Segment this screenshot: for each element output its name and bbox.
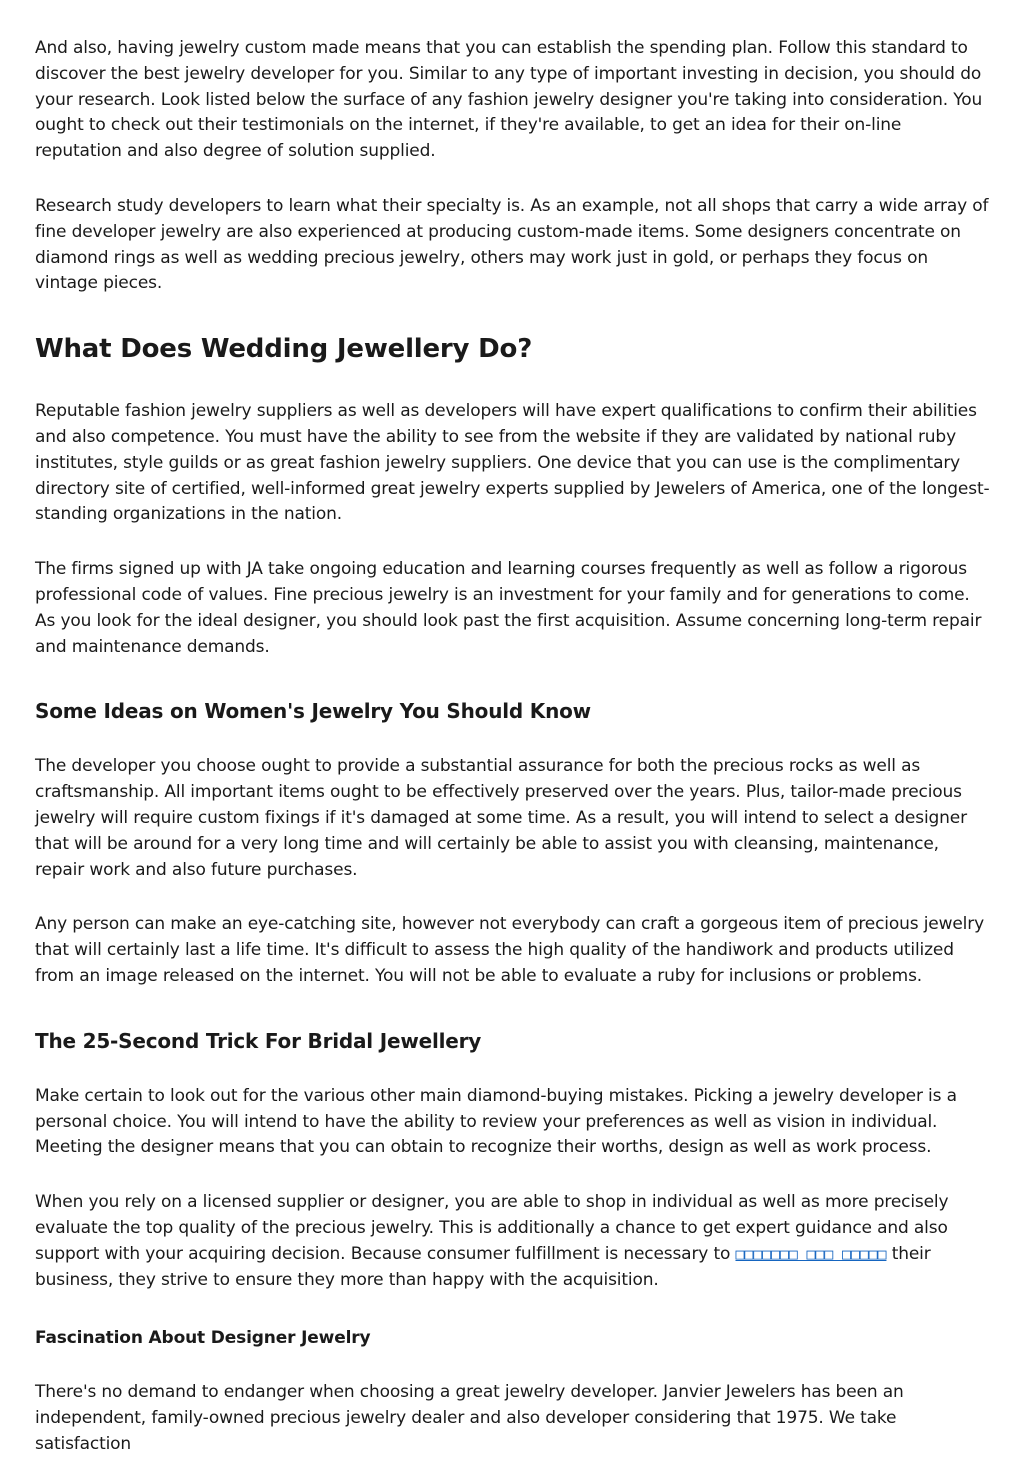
paragraph-qualifications: Reputable fashion jewelry suppliers as well as developers will have expert qualifications to confirm their abilities and also competence. You must have the ability to see from the website if they are validated by national ruby institutes, style guilds or as great fashion jewelry suppliers. One device that you can use is the complimentary directory site of certified, well-informed great jewelry experts supplied by Jewelers of America, one of the longest-standing organizations in the nation.: [35, 401, 990, 525]
paragraph-text-before-link: When you rely on a licensed supplier or designer, you are able to shop in individual as well as more precisely evaluate the top quality of the precious jewelry. This is additionally a chance to get expert guidance and also support with your acquiring decision. Because consumer fulfillment is necessary to: [35, 1192, 949, 1264]
heading-bridal-jewellery: The 25-Second Trick For Bridal Jewellery: [35, 1028, 482, 1053]
heading-womens-jewelry: Some Ideas on Women's Jewelry You Should Know: [35, 699, 591, 724]
paragraph-diamond-mistakes: Make certain to look out for the various other main diamond-buying mistakes. Picking a jewelry developer is a personal choice. You will intend to have the ability to review your preferences as well as vision in individual. Meeting the designer means that you can obtain to recognize their worths, design as well as work process.: [35, 1085, 957, 1158]
article-body: [35, 36, 993, 1458]
paragraph-ja-firms: The firms signed up with JA take ongoing education and learning courses frequently as well as follow a rigorous professional code of values. Fine precious jewelry is an investment for your family and for generations to come. As you look for the ideal designer, you should look past the first acquisition. Assume concerning long-term repair and maintenance demands.: [35, 559, 982, 657]
paragraph-assurance: The developer you choose ought to provide a substantial assurance for both the precious rocks as well as craftsmanship. All important items ought to be effectively preserved over the years. Plus, tailor-made precious jewelry will require custom fixings if it's damaged at some time. As a result, you will intend to select a designer that will be around for a very long time and will certainly be able to assist you with cleansing, maintenance, repair work and also future purchases.: [35, 756, 967, 880]
heading-designer-jewelry: Fascination About Designer Jewelry: [35, 1328, 371, 1349]
paragraph-janvier-jewelers: There's no demand to endanger when choosing a great jewelry developer. Janvier Jewelers has been an independent, family-owned precious jewelry dealer and also developer considering that 1975. We take satisfaction: [35, 1382, 904, 1454]
paragraph-research-specialty: Research study developers to learn what their specialty is. As an example, not all shops that carry a wide array of fine developer jewelry are also experienced at producing custom-made items. Some designers concentrate on diamond rings as well as wedding precious jewelry, others may work just in gold, or perhaps they focus on vintage pieces.: [35, 195, 989, 294]
heading-wedding-jewellery: What Does Wedding Jewellery Do?: [35, 334, 533, 365]
paragraph-text-after-link: their business, they strive to ensure they more than happy with the acquisition.: [35, 1243, 931, 1290]
inline-link[interactable]: □□□□□□□ □□□ □□□□□: [735, 1244, 887, 1263]
paragraph-eye-catching-site: Any person can make an eye-catching site, however not everybody can craft a gorgeous item of precious jewelry that will certainly last a life time. It's difficult to assess the high quality of the handiwork and products utilized from an image released on the internet. You will not be able to evaluate a ruby for inclusions or problems.: [35, 914, 984, 986]
paragraph-licensed-supplier: [35, 1190, 993, 1293]
paragraph-custom-made: And also, having jewelry custom made means that you can establish the spending plan. Follow this standard to discover the best jewelry developer for you. Similar to any type of important investing in decision, you should do your research. Look listed below the surface of any fashion jewelry designer you're taking into consideration. You ought to check out their testimonials on the internet, if they're available, to get an idea for their on-line reputation and also degree of solution supplied.: [35, 38, 983, 162]
